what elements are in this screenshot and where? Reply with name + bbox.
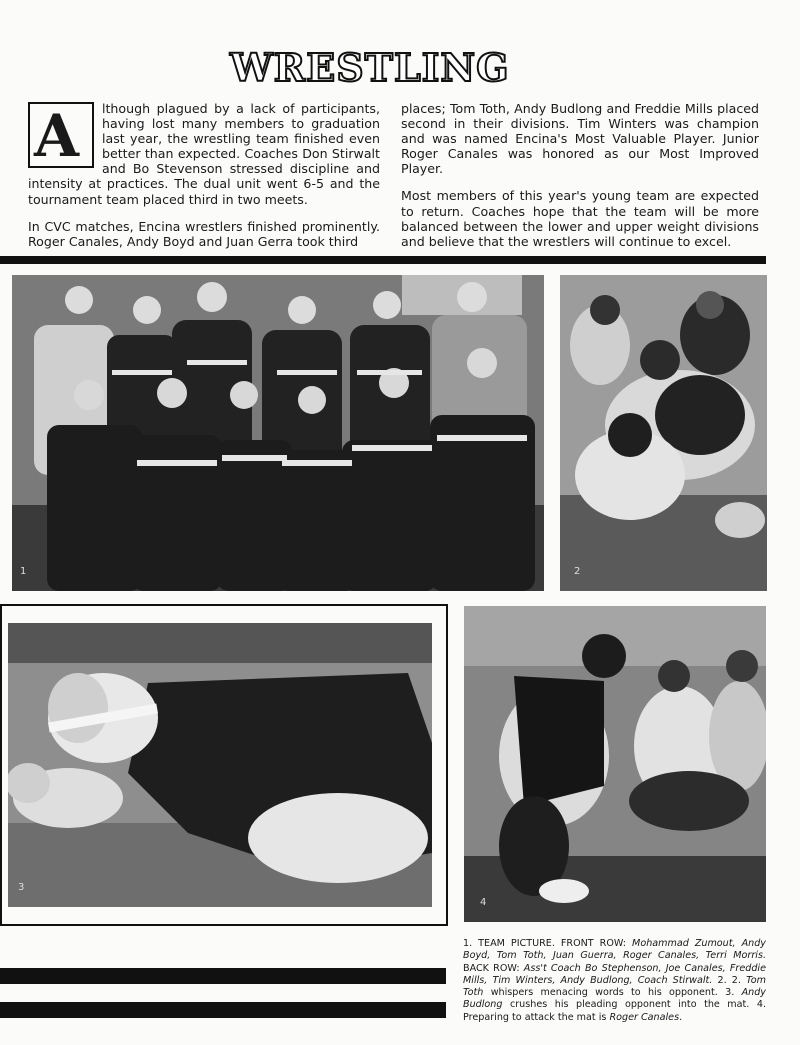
article-column-right: [401, 101, 759, 261]
drop-cap-box: [28, 102, 94, 168]
caption-part: crushes his pleading opponent into the mat. 4. Preparing to attack the mat is: [463, 999, 766, 1023]
photo-number-4: 4: [480, 897, 487, 908]
team-photo: [12, 275, 544, 591]
bottom-divider-bar-2: [0, 1002, 446, 1018]
bottom-divider-bar-1: [0, 968, 446, 984]
caption-names-front: Mohammad Zumout, Andy Boyd, Tom Toth, Juan Guerra, Roger Canales, Terri Morris.: [463, 938, 766, 962]
top-divider-bar: [0, 256, 766, 264]
article-paragraph-3: places; Tom Toth, Andy Budlong and Freddie Mills placed second in their divisions. Tim Winters was champion and was named Encina's Most Valuable Player. Junior Roger Canales was honored as our Most Improved Player.: [401, 101, 759, 177]
article-paragraph-1: [28, 101, 380, 207]
photo-caption: [463, 938, 766, 1024]
caption-names-back: Ass't Coach Bo Stephenson, Joe Canales, Freddie Mills, Tim Winters, Andy Budlong, Coach Stirwalt.: [463, 962, 766, 986]
article-column-left: [28, 101, 380, 261]
wrestling-photo-3: [8, 623, 432, 907]
paragraph-1-text: lthough plagued by a lack of participants, having lost many members to graduation last year, the wrestling team finished even better than expected. Coaches Don Stirwalt and Bo Stevenson stressed discipline and intensity at practices. The dual unit went 6-5 and the tournament team placed third in two meets.: [28, 101, 380, 207]
caption-name: Roger Canales: [609, 1011, 680, 1023]
caption-part: 2. 2.: [712, 974, 747, 986]
photo-number-2: 2: [574, 566, 581, 577]
page-title: WRESTLING: [230, 45, 510, 90]
caption-name: Andy Budlong: [463, 987, 766, 1011]
drop-cap-letter: A: [34, 102, 80, 170]
caption-name: Tom Toth: [463, 974, 766, 999]
photo-number-3: 3: [18, 882, 25, 893]
caption-part: .: [679, 1011, 683, 1023]
caption-part: BACK ROW:: [463, 962, 524, 974]
article-paragraph-2: In CVC matches, Encina wrestlers finished prominently. Roger Canales, Andy Boyd and Juan Gerra took third: [28, 218, 380, 249]
wrestling-photo-4: [464, 606, 766, 922]
photo-number-1: 1: [20, 566, 27, 577]
wrestling-photo-2: [560, 275, 767, 591]
caption-part: 1. TEAM PICTURE. FRONT ROW:: [463, 938, 633, 949]
article-paragraph-4: Most members of this year's young team are expected to return. Coaches hope that the team will be more balanced between the lower and upper weight divisions and believe that the wrestlers will continue to excel.: [401, 188, 759, 249]
caption-part: whispers menacing words to his opponent. 3.: [483, 987, 742, 999]
